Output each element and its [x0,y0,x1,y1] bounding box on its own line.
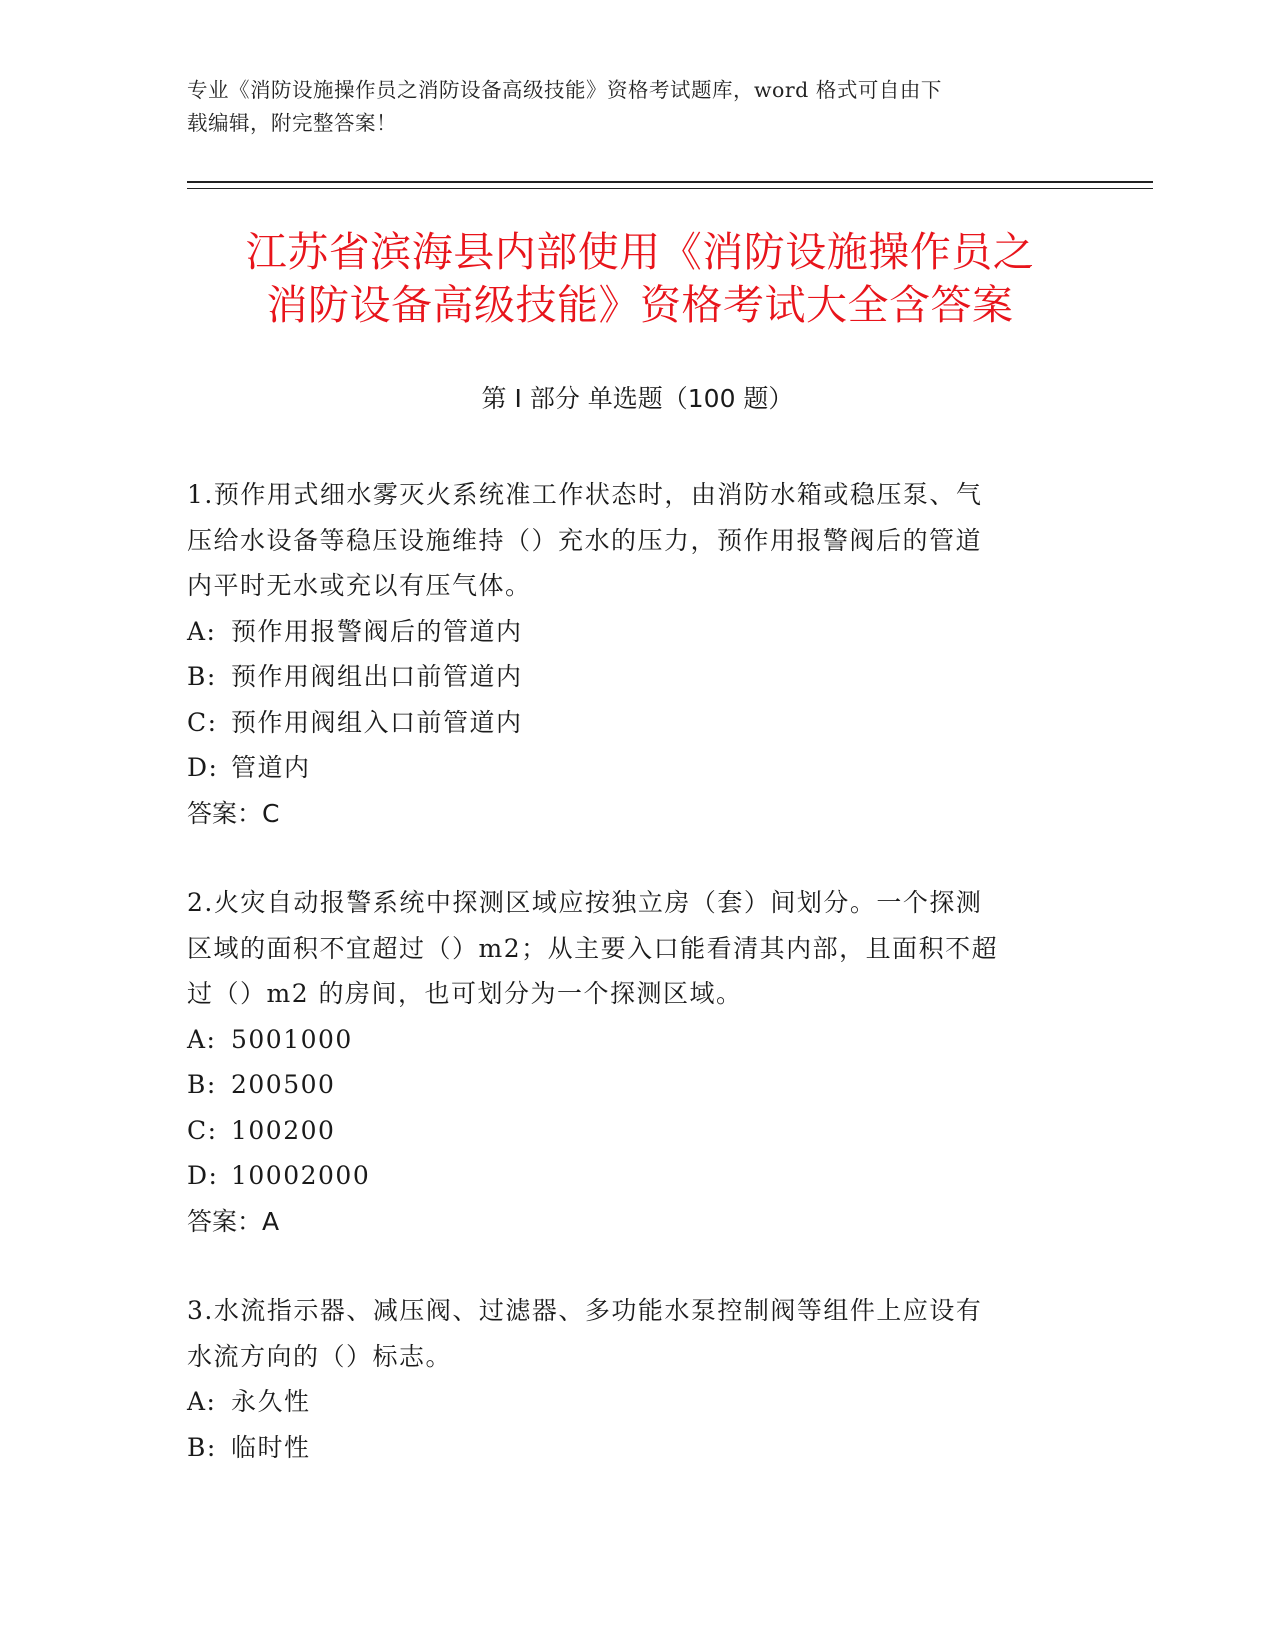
question-stem-line: 压给水设备等稳压设施维持（）充水的压力，预作用报警阀后的管道 [187,525,983,555]
question-stem-line: 过（）m2 的房间，也可划分为一个探测区域。 [187,979,743,1008]
question-stem [187,880,1067,1017]
option-text: 10002000 [231,1161,371,1190]
question-1 [187,472,1067,836]
answer-value: A [262,1206,280,1236]
answer-label: 答案： [187,1206,263,1236]
header-note-line-1: 专业《消防设施操作员之消防设备高级技能》资格考试题库，word 格式可自由下 [187,78,942,102]
section-heading: 第 I 部分 单选题（100 题） [481,384,794,413]
header-divider-thick [187,181,1153,183]
option-text: 管道内 [231,753,311,782]
question-stem-line: 3.水流指示器、减压阀、过滤器、多功能水泵控制阀等组件上应设有 [187,1296,983,1325]
option-b [187,654,1067,700]
header-note [187,74,1067,140]
question-3 [187,1288,1067,1470]
option-letter: A: [187,1387,217,1416]
question-2 [187,880,1067,1244]
option-letter: A: [187,1024,217,1054]
option-letter: A: [187,616,217,646]
question-stem-line: 2.火灾自动报警系统中探测区域应按独立房（套）间划分。一个探测 [187,888,983,917]
option-letter: C: [187,707,218,737]
option-letter: D: [187,753,219,782]
option-text: 200500 [231,1070,336,1099]
answer-line [187,791,1067,837]
question-stem-line: 内平时无水或充以有压气体。 [187,571,532,600]
option-text: 临时性 [231,1432,311,1462]
option-letter: B: [187,1070,217,1099]
document-title [150,226,1130,332]
document-title-line-1: 江苏省滨海县内部使用《消防设施操作员之 [245,228,1035,276]
question-stem [187,472,1067,609]
option-a [187,609,1067,655]
option-letter: D: [187,1161,219,1190]
option-a [187,1017,1067,1063]
option-letter: B: [187,662,217,691]
answer-label: 答案： [187,798,263,828]
question-list [187,472,1067,1514]
option-text: 预作用报警阀后的管道内 [231,616,523,646]
option-d [187,745,1067,791]
option-d [187,1153,1067,1199]
option-text: 永久性 [231,1387,311,1416]
header-note-line-2: 载编辑，附完整答案！ [187,111,397,135]
option-letter: B: [187,1432,217,1462]
answer-line [187,1199,1067,1245]
answer-value: C [262,798,280,828]
option-c [187,700,1067,746]
option-text: 预作用阀组出口前管道内 [231,662,523,691]
option-b [187,1062,1067,1108]
question-stem-line: 水流方向的（）标志。 [187,1341,453,1371]
question-stem-line: 区域的面积不宜超过（）m2；从主要入口能看清其内部，且面积不超 [187,933,999,963]
header-divider-thin [187,188,1153,189]
question-stem [187,1288,1067,1379]
option-letter: C: [187,1115,218,1145]
document-title-line-2: 消防设备高级技能》资格考试大全含答案 [266,281,1014,329]
option-text: 预作用阀组入口前管道内 [231,707,523,737]
option-a [187,1379,1067,1425]
option-c [187,1108,1067,1154]
option-text: 5001000 [231,1024,353,1054]
option-b [187,1425,1067,1471]
question-stem-line: 1.预作用式细水雾灭火系统准工作状态时，由消防水箱或稳压泵、气 [187,480,983,509]
option-text: 100200 [231,1115,336,1145]
